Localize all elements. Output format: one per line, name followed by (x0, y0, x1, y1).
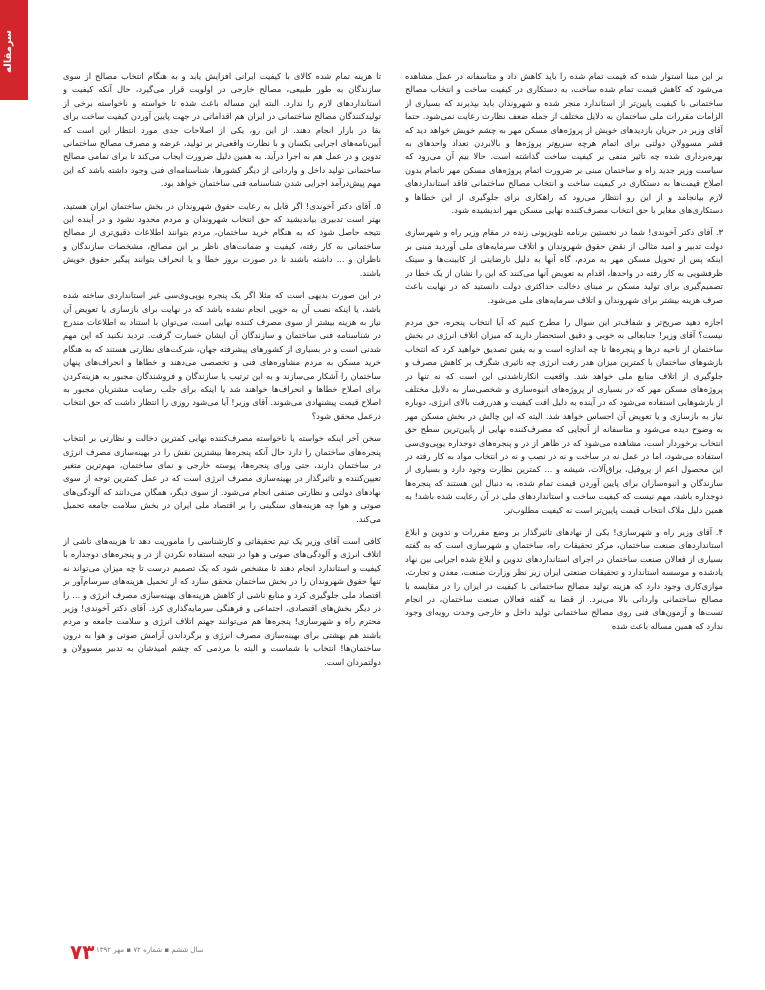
paragraph: ۳. آقای دکتر آخوندی! شما در نخستین برنامه تلویزیونی زنده در مقام وزیر راه و شهرسازی دولت تدبیر و امید مثالی از نقض حقوق شهروندان و اتلاف سرمایه‌های ملی آوردید مبنی بر اینکه پس از تحویل مسکن مهر به مردم، گاه آنها به دلیل نارضایتی از کابینت‌ها و سینک ظرفشویی به کار رفته در واحدها، اقدام به تعویض آنها می‌کنند که این را نشان از یک خطا در تصمیم‌گیری برای تولید مسکن بر مبنای دخالت حداکثری دولت دانستید که در نهایت باعث صرف هزینه بیشتر برای شهروندان و اتلاف سرمایه‌های ملی می‌شود. (405, 227, 723, 305)
paragraph: سخن آخر اینکه خواسته یا ناخواسته مصرف‌کننده نهایی کمترین دخالت و نظارتی بر انتخاب پنجره‌های ساختمان را دارد حال آنکه پنجره‌ها بیشترین نقش را در بهینه‌سازی مصرف انرژی در ساختمان دارند، حتی ورای پنجره‌ها، پوسته خارجی و نمای ساختمان، مهم‌ترین متغیر تعیین‌کننده و تاثیرگذار در بهینه‌سازی مصرف انرژی است که در عمل کمترین توجه از سوی نهادهای دولتی و نظارتی صنفی انجام می‌شود. از سوی دیگر، همگان می‌دانند که آلودگی‌های صوتی و هوا چه هزینه‌های سنگینی را بر اقتصاد ملی ایران در بخش سلامت جامعه تحمیل می‌کند. (63, 433, 381, 524)
right-column (405, 70, 723, 950)
paragraph: در این صورت بدیهی است که مثلا اگر یک پنجره یوپی‌وی‌سی غیر استانداردی ساخته شده باشد، یا اینکه نصب آن به خوبی انجام نشده باشد که در نهایت برای بازسازی یا تعویض آن نیاز به هزینه بیشتر از سوی مصرف کننده نهایی است، می‌توان با استناد به اطلاعات مندرج در شناسنامه فنی ساختمان و سازندگان آن ایشان خسارت گرفت. تردید نکنید که این مهم شدنی است و در بسیاری از کشورهای پیشرفته جهان، شرکت‌های نظارتی هستند که به هنگام خرید مسکن به مردم مشاوره‌های فنی و تخصصی می‌دهند و خطاها و انحراف‌های پنهان ساختمان را آشکار می‌سازند و به این ترتیب یا سازندگان و فروشندگان مجبور به هزینه‌کردن برای اصلاح خطاها و انحراف‌ها خواهند شد یا اینکه برای جلب رضایت مشتریان مجبور به اصلاح قیمت پیشنهادی می‌شوند. آقای وزیر! آیا می‌شود روزی را انتظار داشت که حق انتخاب درعمل محقق شود؟ (63, 290, 381, 421)
paragraph: کافی است آقای وزیر یک تیم تحقیقاتی و کارشناسی را ماموریت دهد تا هزینه‌های ناشی از اتلاف انرژی و آلودگی‌های صوتی و هوا در نتیجه استفاده نکردن از در و پنجره‌های دوجداره با کیفیت و استاندارد انجام دهند تا مشخص شود که یک تصمیم درست تا چه میزان می‌تواند نه تنها حقوق شهروندان را در بخش ساختمان محقق سازد که از تحمیل هزینه‌های سرسام‌آور بر اقتصاد ملی جلوگیری کرد و منابع ناشی از کاهش هزینه‌های بهینه‌سازی مصرف انرژی و ... را در دیگر بخش‌های اقتصادی، اجتماعی و فرهنگی سرمایه‌گذاری کرد. آقای دکتر آخوندی! وزیر محترم راه و شهرسازی! پنجره‌ها هم می‌توانند جهنم اتلاف انرژی و سلامت جامعه و مردم باشند هم بهشتی برای بهینه‌سازی مصرف انرژی و برگرداندن آرامش صوتی و هوا به درون ساختمان‌ها! انتخاب با شماست و البته با مردمی که چشم امیدشان به تدبیر مسوولان و دولتمردان است. (63, 536, 381, 667)
paragraph: تا هزینه تمام شده کالای با کیفیت ایرانی افزایش یابد و به هنگام انتخاب مصالح از سوی سازندگان به طور طبیعی، مصالح خارجی در اولویت قرار می‌گیرد، حال آنکه کیفیت و استانداردهای لازم را ندارد. البته این مساله باعث شده تا خواسته و ناخواسته برخی از تولیدکنندگان مصالح ساختمانی در ایران هم اقداماتی در جهت پایین آوردن کیفیت ساخت برای بقا در بازار انجام دهند. از این رو، یکی از اصلاحات جدی مورد انتظار این است که آیین‌نامه‌های اجرایی یکسان و با نظارت واقعی‌تر بر تولید، عرضه و مصرف مصالح ساختمانی تدوین و در عمل هم به اجرا درآید. به همین دلیل ضرورت ایجاب می‌کند تا برای تمامی مصالح ساختمانی تولید داخل و وارداتی از دیگر کشورها، شناسنامه‌ای فنی وجود داشته باشد که این مهم پیش‌درآمد اجرایی شدن شناسنامه فنی ساختمان خواهد بود. (63, 71, 381, 189)
left-column (63, 70, 381, 950)
paragraph: ۴. آقای وزیر راه و شهرسازی! یکی از نهادهای تاثیرگذار بر وضع مقررات و تدوین و ابلاغ استانداردهای صنعت ساختمان، مرکز تحقیقات راه، ساختمان و شهرسازی است که به گفته بسیاری از فعالان صنعت ساختمان در اجرای استانداردهای تدوین و ابلاغ شده اجرایی بین نهاد یادشده و موسسه استاندارد و تحقیقات صنعتی ایران زیر نظر وزارت صنعت، معدن و تجارت، موازی‌کاری وجود دارد که هزینه تولید مصالح ساختمانی با کیفیت در ایران را در مقایسه با مصالح ساختمانی وارداتی بالا می‌برد. از قضا به گفته فعالان صنعت ساختمان، در انجام تست‌ها و آزمون‌های فنی روی مصالح ساختمانی تولید داخل و خارجی وحدت رویه‌ای وجود ندارد که همین مساله باعث شده (405, 527, 723, 631)
section-label: سرمقاله (3, 30, 14, 74)
paragraph: ۵. آقای دکتر آخوندی! اگر قابل به رعایت حقوق شهروندان در بخش ساختمان ایران هستید، بهتر است تدبیری بیاندیشید که حق انتخاب شهروندان و مردم محدود نشود و در آینده این نتیجه حاصل شود که به هنگام خرید ساختمان، مردم بتوانند اطلاعات دقیق‌تری از مصالح ساختمانی به کار رفته، کیفیت و ضمانت‌های ناظر بر این مصالح، مشخصات سازندگان و ناظران و ... داشته باشند تا در صورت بروز خطا و یا انحراف بتوانند پیگیر حقوق خویش باشند. (63, 200, 381, 278)
paragraph: اجازه دهید صریح‌تر و شفاف‌تر این سوال را مطرح کنیم که آیا انتخاب پنجره، حق مردم نیست؟ آقای وزیر! جنابعالی به خوبی و دقیق استحضار دارید که میزان اتلاف انرژی در بخش ساختمان از ناحیه درها و پنجره‌ها تا چه اندازه است و به یقین تصدیق خواهید کرد که انتخاب بازشوهای ساختمان با کمترین میزان هدر رفت انرژی چه تاثیری شگرف بر کاهش مصرف و جلوگیری از اتلاف منابع ملی خواهد شد. واقعیت انکارناشدنی این است که نه تنها در پروژه‌های مسکن مهر که در بسیاری از پروژه‌های انبوه‌سازی و شخصی‌ساز به دلایل مختلف از بازشوهایی استفاده می‌شود که در آینده به دلیل افت کیفیت و هدررفت بالای انرژی، دوباره نیاز به بازسازی و یا تعویض آن احساس خواهد شد. البته که این چالش در بخش مسکن مهر به وضوح دیده می‌شود و متاسفانه از آنجایی که مصرف‌کننده نهایی از پایین‌ترین سطح حق انتخاب برخوردار است، مشاهده می‌شود که در ظاهر از در و پنجره‌های دوجداره یوپی‌وی‌سی استفاده می‌شود، اما در عمل نه در ساخت و نه در نصب و نه در انتخاب مواد به کار رفته در این محصول اعم از پروفیل، یراق‌آلات، شیشه و ... کمترین نظارت وجود دارد و بسیاری از سازندگان و انبوه‌سازان برای پایین آوردن قیمت تمام شده، به دنبال این هستند که پنجره‌ها دوجداره باشد، مهم نیست که کیفیت ساخت و استانداردهای ملی در آن رعایت شده باشد! به همین دلیل ملاک انتخاب قیمت پایین‌تر است نه کیفیت مطلوب‌تر. (405, 316, 723, 515)
paragraph: بر این مبنا استوار شده که قیمت تمام شده را باید کاهش داد و متاسفانه در عمل مشاهده می‌شود که کاهش قیمت تمام شده ساخت، به دستکاری در کیفیت ساخت و انتخاب مصالح ساختمانی با کیفیت پایین‌تر از استاندارد منجر شده و شهروندان باید بپذیرند که بسیاری از الزامات مقررات ملی ساختمان به دلایل مختلف از جمله ضعف نظارت رعایت نمی‌شود. حتما آقای وزیر در جریان بازدیدهای خویش از پروژه‌های مسکن مهر به چشم خویش خواهد دید که قشر مسوولان دولتی برای اتمام هرچه سریع‌تر پروژه‌ها و بالابردن تعداد واحدهای به بهره‌برداری شده چه تاثیر منفی بر کیفیت ساخت گذاشته است. حالا بیم آن می‌رود که سیاست وزیر جدید راه و ساختمان مبنی بر ضرورت اتمام پروژه‌های مسکن مهر ناتمام بدون اصلاح قیمت‌ها به دستکاری در کیفیت ساخت و انتخاب مصالح ساختمانی فاقد استانداردهای لازم بیانجامد و از این رو انتظار می‌رود که راهکاری برای جلوگیری از این خطاها و دستکاری‌های مغایر با حق انتخاب مصرف‌کننده نهایی مسکن مهر اندیشیده شود. (405, 71, 723, 216)
issue-info: سال ششم ▪ شماره ۷۲ ▪ مهر ۱۳۹۲ (96, 946, 204, 954)
section-tab (0, 0, 28, 100)
page-number: ۷۳ (70, 940, 95, 964)
